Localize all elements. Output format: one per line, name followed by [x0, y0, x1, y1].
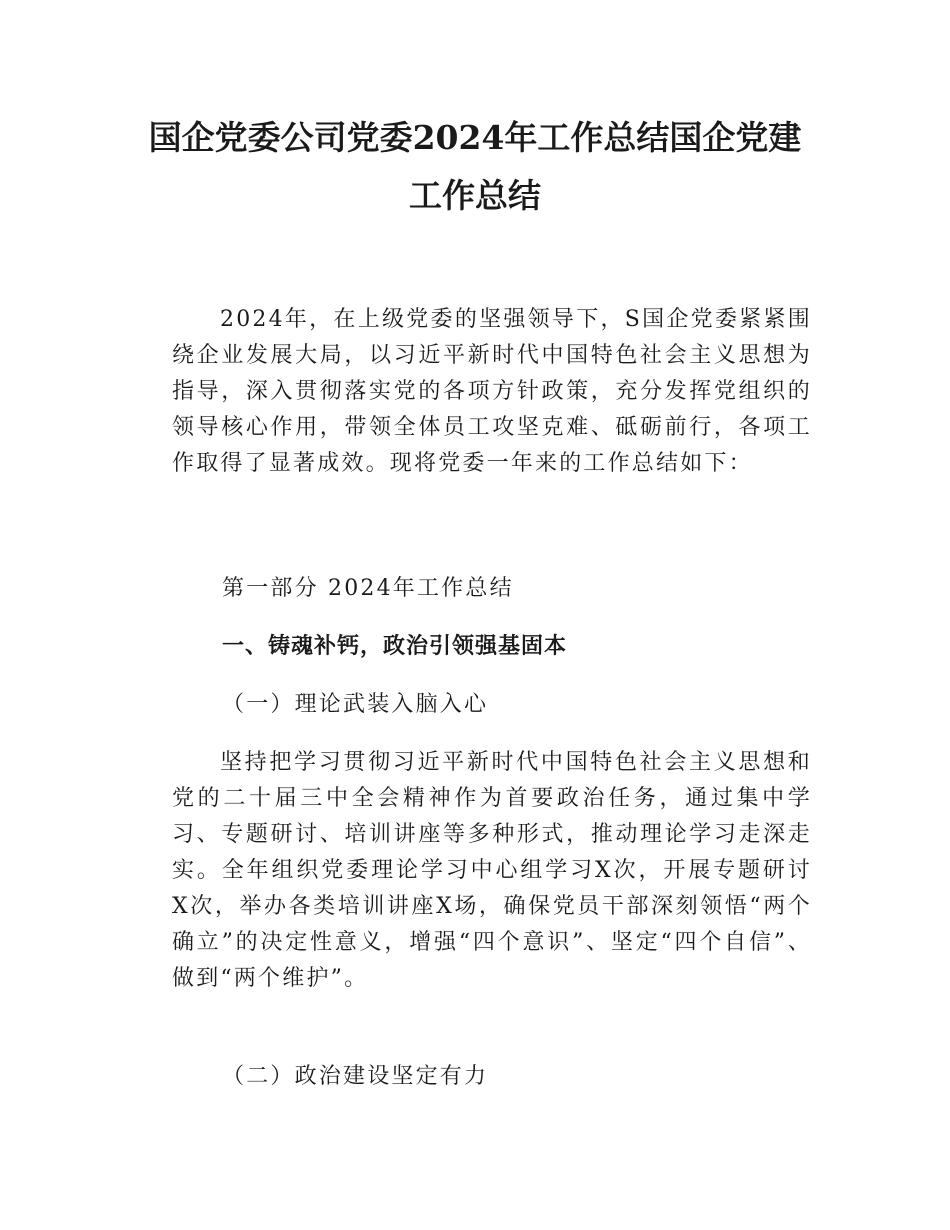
intro-paragraph: 2024年，在上级党委的坚强领导下，S国企党委紧紧围绕企业发展大局，以习近平新时代中国特色社会主义思想为指导，深入贯彻落实党的各项方针政策，充分发挥党组织的领导核心作用，带领全体员工攻坚克难、砥砺前行，各项工作取得了显著成效。现将党委一年来的工作总结如下： [172, 307, 812, 476]
part-heading: 第一部分 2024年工作总结 [222, 576, 514, 601]
subsection-heading-1: （一）理论武装入脑入心 [222, 692, 489, 717]
subsection-1-paragraph: 坚持把学习贯彻习近平新时代中国特色社会主义思想和党的二十届三中全会精神作为首要政治任务，通过集中学习、专题研讨、培训讲座等多种形式，推动理论学习走深走实。全年组织党委理论学习中心组学习X次，开展专题研讨X次，举办各类培训讲座X场，确保党员干部深刻领悟“两个确立”的决定性意义，增强“四个意识”、坚定“四个自信”、做到“两个维护”。 [172, 750, 812, 991]
document-title-line-1: 国企党委公司党委2024年工作总结国企党建 [148, 118, 802, 157]
document-title-line-2: 工作总结 [409, 176, 541, 215]
section-heading-1: 一、铸魂补钙，政治引领强基固本 [222, 634, 568, 659]
subsection-heading-2: （二）政治建设坚定有力 [222, 1064, 489, 1089]
